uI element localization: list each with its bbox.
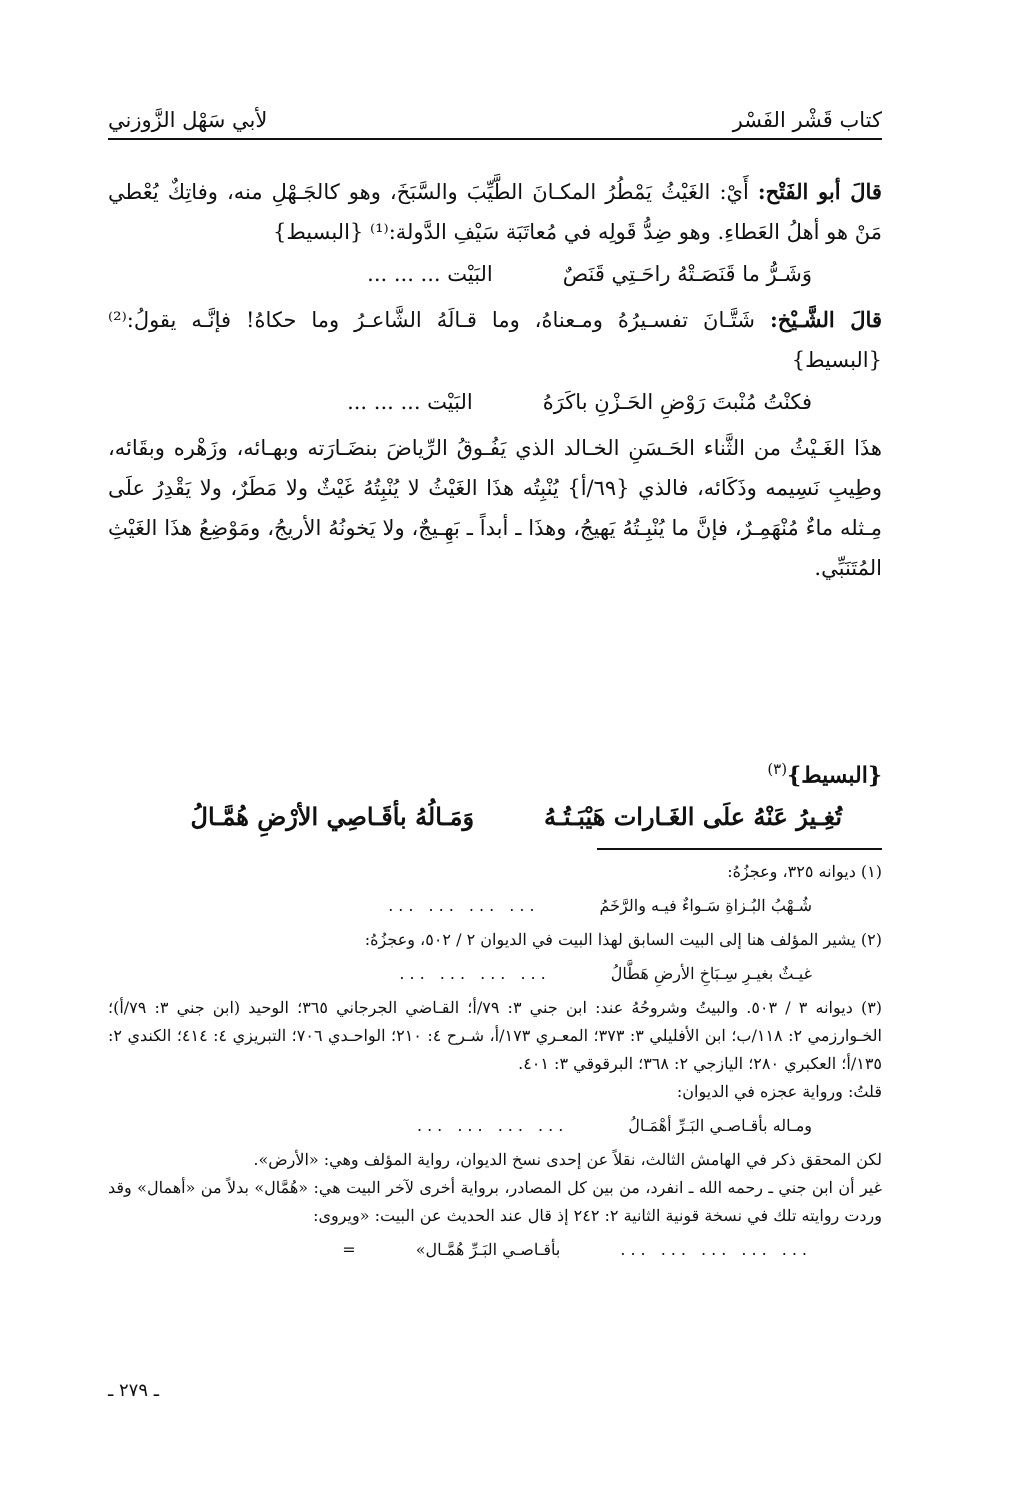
footnote-1: (١) ديوانه ٣٢٥، وعجزُهُ: xyxy=(727,862,882,881)
verse-second-hemistich: البَيْت ... ... ... xyxy=(347,390,473,414)
speaker-label: قالَ أبو الفَتْح: xyxy=(757,179,882,204)
footnote-verse-text: ومـاله بأقـاصـي البَـرِّ أهْمَـالُ xyxy=(628,1116,812,1135)
footnote-ref: (٣) xyxy=(767,760,788,778)
footnote-verse-dots: ... ... ... ... xyxy=(388,896,540,915)
verse-second-hemistich: وَمَـالُهُ بأقَـاصِي الأرْضِ هُمَّـالُ xyxy=(190,802,475,832)
footnote-2: (٢) يشير المؤلف هنا إلى البيت السابق لهذا البيت في الديوان ٢ / ٥٠٢، وعجزُهُ: xyxy=(364,930,882,949)
paragraph-text: شَتَّـانَ تفسـيرُهُ ومـعناهُ، وما قـالَهُ الشَّاعـرُ وما حكاهُ! فإنَّـه يقولُ:⁽²⁾ {البسيط} xyxy=(108,308,882,372)
footnote-verse xyxy=(108,1112,882,1140)
footnote-verse-text: غيـثٌ بغيـرِ سِـبَاخِ الأرضِ هَطَّالُ xyxy=(610,964,812,983)
meter-label: {البسيط} xyxy=(787,762,882,789)
book-title: كتاب قَشْر الفَسْر xyxy=(732,108,882,132)
footnote-3-line3: غير أن ابن جني ـ رحمه الله ـ انفرد، من بين كل المصادر، برواية أخرى لآخر البيت هي: «هُمَّال» بدلاً من «أهمال» وقد وردت روايته تلك في نسخة قونية الثانية ٢: ٢٤٢ إذ قال عند الحديث عن البيت: «ويروى: xyxy=(108,1178,882,1225)
running-header xyxy=(108,92,882,140)
footnote-verse xyxy=(108,1236,882,1264)
paragraph-3: هذَا الغَـيْثُ من الثَّناء الحَـسَنِ الخـالد الذي يَفُـوقُ الرِّياضَ بنضَـارَته وبهـائه، وزَهْره وبقَائه، وطِيبِ نَسِيمه وذَكَائه، فالذي {٦٩/أ} يُنْبِتُه هذَا الغَيْثُ لا يُنْبِتُهُ غَيْثٌ ولا مَطَرٌ، ولا يَقْدِرُ علَى مِـثله ماءٌ مُنْهَمِـرٌ، فإنَّ ما يُنْبِـتُهُ يَهيجُ، وهذَا ـ أبداً ـ بَهِـيجٌ، ولا يَخونُهُ الأريجُ، ومَوْضِعُ هذَا الغَيْثِ المُتَنَبِّي. xyxy=(108,436,882,580)
verse-first-hemistich: تُغِـيرُ عَنْهُ علَى الغَـارات هَيْبَـتُـهُ xyxy=(544,802,842,832)
verse-first-hemistich: وَشَـرُّ ما قَنَصَـتْهُ راحَـتِي قَنَصٌ xyxy=(562,262,812,286)
next-verse-section xyxy=(108,760,882,831)
footnote-verse xyxy=(108,960,882,988)
paragraph-1 xyxy=(108,172,882,252)
footnote-verse xyxy=(108,892,882,920)
author-name: لأبي سَهْل الزَّوزني xyxy=(108,108,268,132)
verse-line xyxy=(108,254,882,294)
footnote-verse-dots: ... ... ... ... ... xyxy=(620,1240,812,1259)
footnote-3-line2: لكن المحقق ذكر في الهامش الثالث، نقلاً عن إحدى نسخ الديوان، رواية المؤلف وهي: «الأرض». xyxy=(253,1150,882,1169)
paragraph-2 xyxy=(108,300,882,380)
footnotes xyxy=(108,858,882,1270)
continuation-mark: = xyxy=(342,1240,356,1259)
meter-heading xyxy=(108,760,882,788)
bold-verse-line xyxy=(108,802,882,831)
footnote-verse-dots: ... ... ... ... xyxy=(399,964,551,983)
main-text xyxy=(108,172,882,588)
verse-line xyxy=(108,382,882,422)
footnote-3-qult: قلتُ: ورواية عجزه في الديوان: xyxy=(676,1082,882,1101)
footnote-verse-dots: ... ... ... ... xyxy=(417,1116,569,1135)
verse-first-hemistich: فكنْتُ مُنْبتَ رَوْضِ الحَـزْنِ باكَرَهُ xyxy=(542,390,812,414)
page-number: ـ ٢٧٩ ـ xyxy=(108,1380,160,1401)
paragraph-text: أَيْ: الغَيْثُ يَمْطُرُ المكـانَ الطَّيِّبَ والسَّبَخَ، وهو كالجَـهْلِ منه، وفاتِكٌ يُعْطي مَنْ هو أهلُ العَطاءِ. وهو ضِدُّ قَولِه في مُعاتَبَة سَيْفِ الدَّولة:⁽¹⁾ {البسيط} xyxy=(108,180,882,244)
speaker-label: قالَ الشَّـيْخ: xyxy=(769,307,882,332)
verse-second-hemistich: البَيْت ... ... ... xyxy=(367,262,493,286)
footnote-verse-text: بأقـاصـي البَـرِّ هُمَّـال» xyxy=(415,1240,561,1259)
footnote-3: (٣) ديوانه ٣ / ٥٠٣. والبيتُ وشروحُهُ عند: ابن جني ٣: ٧٩/أ؛ القـاضي الجرجاني ٣٦٥؛ الوحيد (ابن جني ٣: ٧٩/أ)؛ الخـوارزمي ٢: ١١٨/ب؛ ابن الأفليلي ٣: ٣٧٣؛ المعـري ١٧٣/أ، شـرح ٤: ٢١٠؛ الواحـدي ٧٠٦؛ التبريزي ٤: ٤١٤؛ الكندي ٢: ١٣٥/أ؛ العكبري ٢٨٠؛ اليازجي ٢: ٣٦٨؛ البرقوقي ٣: ٤٠١. xyxy=(108,998,883,1073)
footnote-verse-text: شُـهْبُ البُـزاةِ سَـواءٌ فيـه والرَّخَمُ xyxy=(599,896,812,915)
footnote-divider xyxy=(597,848,882,850)
